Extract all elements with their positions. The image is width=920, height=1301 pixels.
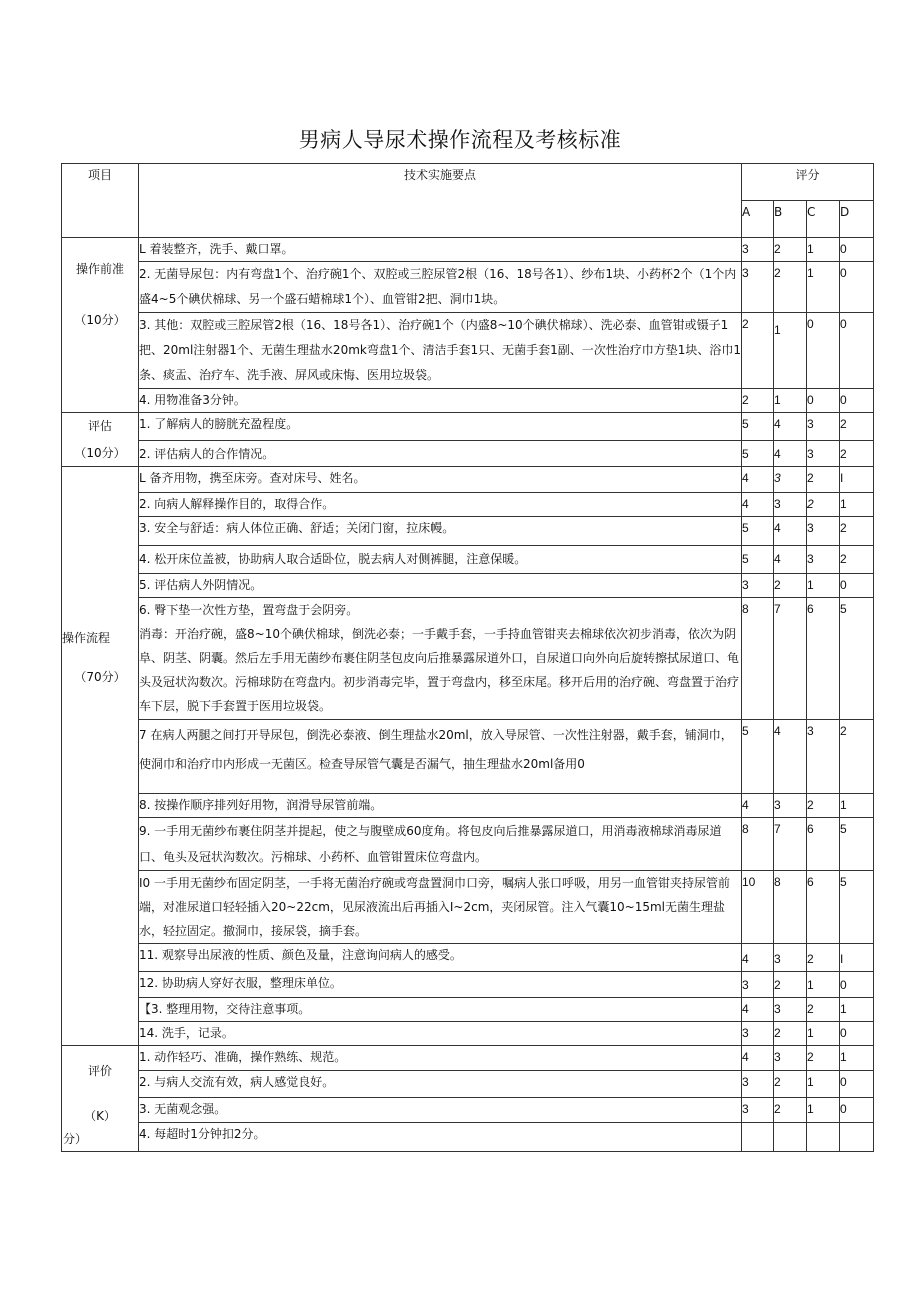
section-category-prep (62, 238, 139, 413)
score-b: 7 (774, 818, 807, 871)
section-category-assess (62, 413, 139, 467)
score-b: 2 (774, 1097, 807, 1122)
score-a: 5 (742, 720, 774, 794)
score-b (774, 1123, 807, 1152)
item-text-multi (139, 598, 742, 720)
score-b: 3 (774, 794, 807, 818)
table-row (62, 389, 874, 413)
item-text: 14. 洗手，记录。 (139, 1022, 742, 1046)
item-text: 1. 动作轻巧、准确，操作熟练、规范。 (139, 1046, 742, 1071)
score-c: 3 (807, 441, 840, 467)
category-label: 评估 (87, 419, 112, 433)
header-score: 评分 (742, 164, 874, 201)
score-c: 1 (807, 262, 840, 313)
score-a: 4 (742, 998, 774, 1022)
item-text-detail: 消毒：开治疗碗，盛8~10个碘伏棉球，倒洗必泰；一手戴手套，一手持血管钳夹去棉球依次初步消毒，依次为阴阜、阴茎、阴囊。然后左手用无菌纱布裹住阴茎包皮向后推暴露尿道外口，自尿道口向外向后旋转擦拭尿道口、龟头及冠状沟数次。污棉球防在弯盘内。初步消毒完毕，置于弯盘内，移至床尾。移开后用的治疗碗、弯盘置于治疗车下层，脱下手套置于医用垃圾袋。 (139, 627, 740, 713)
item-text: 7 在病人两腿之间打开导尿包，倒洗必泰液、倒生理盐水20ml，放入导尿管、一次性注射器，戴手套，铺洞巾，使洞巾和治疗巾内形成一无菌区。检查导尿管气囊是否漏气，抽生理盐水20ml备用0 (139, 720, 742, 794)
score-d (840, 1123, 874, 1152)
score-a: 4 (742, 1046, 774, 1071)
score-d: 2 (840, 720, 874, 794)
header-grade-a: A (742, 201, 774, 238)
assessment-table (61, 163, 874, 1152)
table-row (62, 794, 874, 818)
item-text: 3. 安全与舒适：病人体位正确、舒适；关闭门窗，拉床幔。 (139, 517, 742, 546)
score-b: 3 (774, 467, 807, 493)
score-d: 0 (840, 1071, 874, 1098)
score-b: 2 (774, 262, 807, 313)
table-row (62, 1046, 874, 1071)
score-c: 6 (807, 598, 840, 720)
score-d: 5 (840, 871, 874, 944)
table-row (62, 1123, 874, 1152)
category-label: 评价 (87, 1064, 112, 1078)
category-points-tail: 分） (63, 1132, 88, 1146)
score-a: 3 (742, 574, 774, 598)
score-d: 0 (840, 262, 874, 313)
score-c: 3 (807, 720, 840, 794)
score-c: 1 (807, 1022, 840, 1046)
header-item: 项目 (62, 164, 139, 238)
score-a: 3 (742, 1022, 774, 1046)
item-text: 2. 评估病人的合作情况。 (139, 441, 742, 467)
category-points: （10分） (74, 313, 126, 327)
table-row (62, 413, 874, 441)
score-a: 5 (742, 413, 774, 441)
item-text: 3. 其他：双腔或三腔尿管2根（16、18号各1）、治疗碗1个（内盛8~10个碘伏棉球）、洗必泰、血管钳或镊子1把、20ml注射器1个、无菌生理盐水20mk弯盘1个、清洁手套1只、无菌手套1副、一次性治疗巾方垫1块、浴巾1条、痰盂、治疗车、洗手液、屏风或床悔、医用垃圾袋。 (139, 313, 742, 389)
score-c: 2 (807, 1046, 840, 1071)
score-a: 2 (742, 313, 774, 389)
score-a: 3 (742, 972, 774, 998)
table-row (62, 944, 874, 972)
score-b: 7 (774, 598, 807, 720)
score-c: 1 (807, 972, 840, 998)
score-a: 8 (742, 598, 774, 720)
score-b: 3 (774, 998, 807, 1022)
item-text: 11. 观察导出尿液的性质、颜色及量，注意询问病人的感受。 (139, 944, 742, 972)
score-a: 4 (742, 944, 774, 972)
score-d: 5 (840, 818, 874, 871)
item-text: 2. 与病人交流有效，病人感觉良好。 (139, 1071, 742, 1098)
score-c: 1 (807, 238, 840, 262)
score-d: 0 (840, 238, 874, 262)
score-c: 3 (807, 546, 840, 574)
score-b: 2 (774, 238, 807, 262)
score-c: 2 (807, 467, 840, 493)
score-a: 3 (742, 1097, 774, 1122)
score-b: 4 (774, 720, 807, 794)
item-text: 4. 每超时1分钟扣2分。 (139, 1123, 742, 1152)
score-d: 2 (840, 441, 874, 467)
section-category-evaluation (62, 1046, 139, 1152)
score-a: 4 (742, 493, 774, 517)
category-points: （K） (84, 1109, 116, 1123)
score-a: 4 (742, 467, 774, 493)
score-c: 6 (807, 871, 840, 944)
score-a: 2 (742, 389, 774, 413)
score-c: 2 (807, 493, 840, 517)
score-a (742, 1123, 774, 1152)
score-a: 10 (742, 871, 774, 944)
score-b: 2 (774, 1071, 807, 1098)
table-row (62, 1022, 874, 1046)
score-a: 4 (742, 794, 774, 818)
score-b: 3 (774, 493, 807, 517)
table-row (62, 493, 874, 517)
score-c: 6 (807, 818, 840, 871)
score-c: 2 (807, 794, 840, 818)
header-grade-c: C (807, 201, 840, 238)
score-b: 2 (774, 1022, 807, 1046)
table-row (62, 517, 874, 546)
section-category-procedure (62, 467, 139, 1046)
score-d: 1 (840, 794, 874, 818)
score-b: 2 (774, 574, 807, 598)
score-d: 2 (840, 546, 874, 574)
score-b: 4 (774, 413, 807, 441)
score-b: 3 (774, 944, 807, 972)
score-a: 8 (742, 818, 774, 871)
score-d: 1 (840, 493, 874, 517)
score-d: 0 (840, 1097, 874, 1122)
item-text: 6. 臀下垫一次性方垫，置弯盘于会阴旁。 (139, 603, 359, 617)
table-row (62, 546, 874, 574)
header-main: 技术实施要点 (139, 164, 742, 238)
score-a: 3 (742, 262, 774, 313)
table-row (62, 598, 874, 720)
table-row (62, 1097, 874, 1122)
score-c (807, 1123, 840, 1152)
item-text: 4. 用物准备3分钟。 (139, 389, 742, 413)
table-row (62, 238, 874, 262)
table-row (62, 574, 874, 598)
score-d: 0 (840, 972, 874, 998)
table-row (62, 262, 874, 313)
score-d: 0 (840, 1022, 874, 1046)
score-d: 1 (840, 998, 874, 1022)
score-c: 1 (807, 1097, 840, 1122)
score-b: 8 (774, 871, 807, 944)
table-row (62, 871, 874, 944)
score-b: 3 (774, 1046, 807, 1071)
item-text: 9. 一手用无菌纱布裹住阴茎并提起，使之与腹壁成60度角。将包皮向后推暴露尿道口，用消毒液棉球消毒尿道口、龟头及冠状沟数次。污棉球、小药杯、血管钳置床位弯盘内。 (139, 818, 742, 871)
item-text: L 着装整齐，洗手、戴口罩。 (139, 238, 742, 262)
score-d: 1 (840, 1046, 874, 1071)
score-c: 2 (807, 944, 840, 972)
table-row (62, 818, 874, 871)
score-d: 2 (840, 517, 874, 546)
score-d: I (840, 944, 874, 972)
item-text: 1. 了解病人的膀胱充盈程度。 (139, 413, 742, 441)
table-row (62, 467, 874, 493)
score-b: 4 (774, 441, 807, 467)
item-text: 5. 评估病人外阴情况。 (139, 574, 742, 598)
category-label: 操作前准 (75, 262, 124, 276)
item-text: 【3. 整理用物，交待注意事项。 (139, 998, 742, 1022)
table-row (62, 1071, 874, 1098)
score-a: 5 (742, 546, 774, 574)
score-c: 3 (807, 413, 840, 441)
score-c: 0 (807, 313, 840, 389)
item-text: 8. 按操作顺序排列好用物，润滑导尿管前端。 (139, 794, 742, 818)
score-c: 2 (807, 998, 840, 1022)
category-points: （10分） (74, 446, 126, 460)
score-d: 2 (840, 413, 874, 441)
score-c: 0 (807, 389, 840, 413)
score-d: 0 (840, 313, 874, 389)
score-a: 3 (742, 238, 774, 262)
table-row (62, 441, 874, 467)
score-b: 1 (774, 389, 807, 413)
score-c: 1 (807, 1071, 840, 1098)
category-points: （70分） (74, 670, 126, 684)
score-c: 1 (807, 574, 840, 598)
header-grade-b: B (774, 201, 807, 238)
score-b: 4 (774, 517, 807, 546)
score-c: 3 (807, 517, 840, 546)
item-text: 12. 协助病人穿好衣服，整理床单位。 (139, 972, 742, 998)
header-grade-d: D (840, 201, 874, 238)
score-a: 5 (742, 441, 774, 467)
table-row (62, 998, 874, 1022)
table-row (62, 720, 874, 794)
document-title: 男病人导尿术操作流程及考核标准 (298, 128, 622, 152)
score-d: 0 (840, 389, 874, 413)
table-row (62, 313, 874, 389)
score-d: I (840, 467, 874, 493)
score-b: 1 (774, 313, 807, 389)
score-b: 2 (774, 972, 807, 998)
score-d: 5 (840, 598, 874, 720)
category-label: 操作流程 (62, 631, 111, 645)
table-row (62, 972, 874, 998)
score-d: 0 (840, 574, 874, 598)
score-a: 3 (742, 1071, 774, 1098)
item-text: I0 一手用无菌纱布固定阴茎，一手将无菌治疗碗或弯盘置洞巾口旁，嘱病人张口呼吸，用另一血管钳夹持尿管前端，对准尿道口轻轻插入20~22cm，见尿液流出后再插入I~2cm，夹闭尿管。注入气囊10~15ml无菌生理盐水，轻拉固定。撤洞巾，接尿袋，摘手套。 (139, 871, 742, 944)
item-text: 2. 无菌导尿包：内有弯盘1个、治疗碗1个、双腔或三腔尿管2根（16、18号各1）、纱布1块、小药杯2个（1个内盛4~5个碘伏棉球、另一个盛石蜡棉球1个）、血管钳2把、洞巾1块。 (139, 262, 742, 313)
score-b: 4 (774, 546, 807, 574)
item-text: 3. 无菌观念强。 (139, 1097, 742, 1122)
item-text: L 备齐用物，携至床旁。查对床号、姓名。 (139, 467, 742, 493)
score-a: 5 (742, 517, 774, 546)
item-text: 2. 向病人解释操作目的，取得合作。 (139, 493, 742, 517)
item-text: 4. 松开床位盖被，协助病人取合适卧位，脱去病人对侧裤腿，注意保暖。 (139, 546, 742, 574)
